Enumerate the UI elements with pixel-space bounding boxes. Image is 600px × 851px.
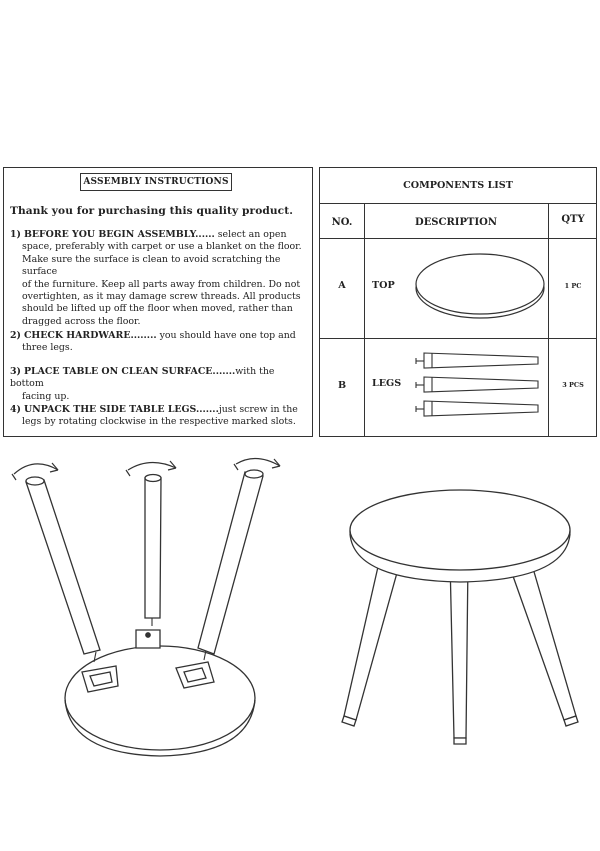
row-b-name: LEGS [372,378,402,389]
row-a-name: TOP [372,280,395,291]
row-b-qty: 3 PCS [562,381,584,389]
assembly-instructions-panel [3,167,313,437]
header-qty: QTY [561,214,585,225]
row-b-no: B [337,380,347,391]
header-description: DESCRIPTION [415,217,497,228]
assembly-step-illustration [0,450,300,770]
legs-illustration [410,348,550,423]
row-a-no: A [338,280,346,291]
components-list-panel [319,167,597,437]
step-4: 4) UNPACK THE SIDE TABLE LEGS.......just screw in the legs by rotating clockwise in the respective marked slots. [10,404,298,428]
step-1: 1) BEFORE YOU BEGIN ASSEMBLY...... select an open space, preferably with carpet or use a blanket on the floor. Make sure the surface is clean to avoid scratching the surface of the furniture. Keep all parts away from children. Do not overtighten, as it may damage screw threads. All products should be lifted up off the floor when moved, rather than dragged across the floor. [10,229,302,327]
step-3: 3) PLACE TABLE ON CLEAN SURFACE.......with the bottom facing up. [10,366,275,402]
row-a-qty: 1 PC [564,282,582,290]
components-title: COMPONENTS LIST [320,168,596,204]
header-no: NO. [331,217,353,228]
tabletop-illustration [410,252,550,322]
column-divider-no [364,204,365,436]
step-2: 2) CHECK HARDWARE........ you should have one top and three legs. [10,330,296,354]
assembled-table-illustration [320,470,600,760]
instructions-title: ASSEMBLY INSTRUCTIONS [80,173,232,191]
thanks-message: Thank you for purchasing this quality product. [10,205,294,217]
row-divider [320,338,596,339]
header-divider [320,238,596,239]
